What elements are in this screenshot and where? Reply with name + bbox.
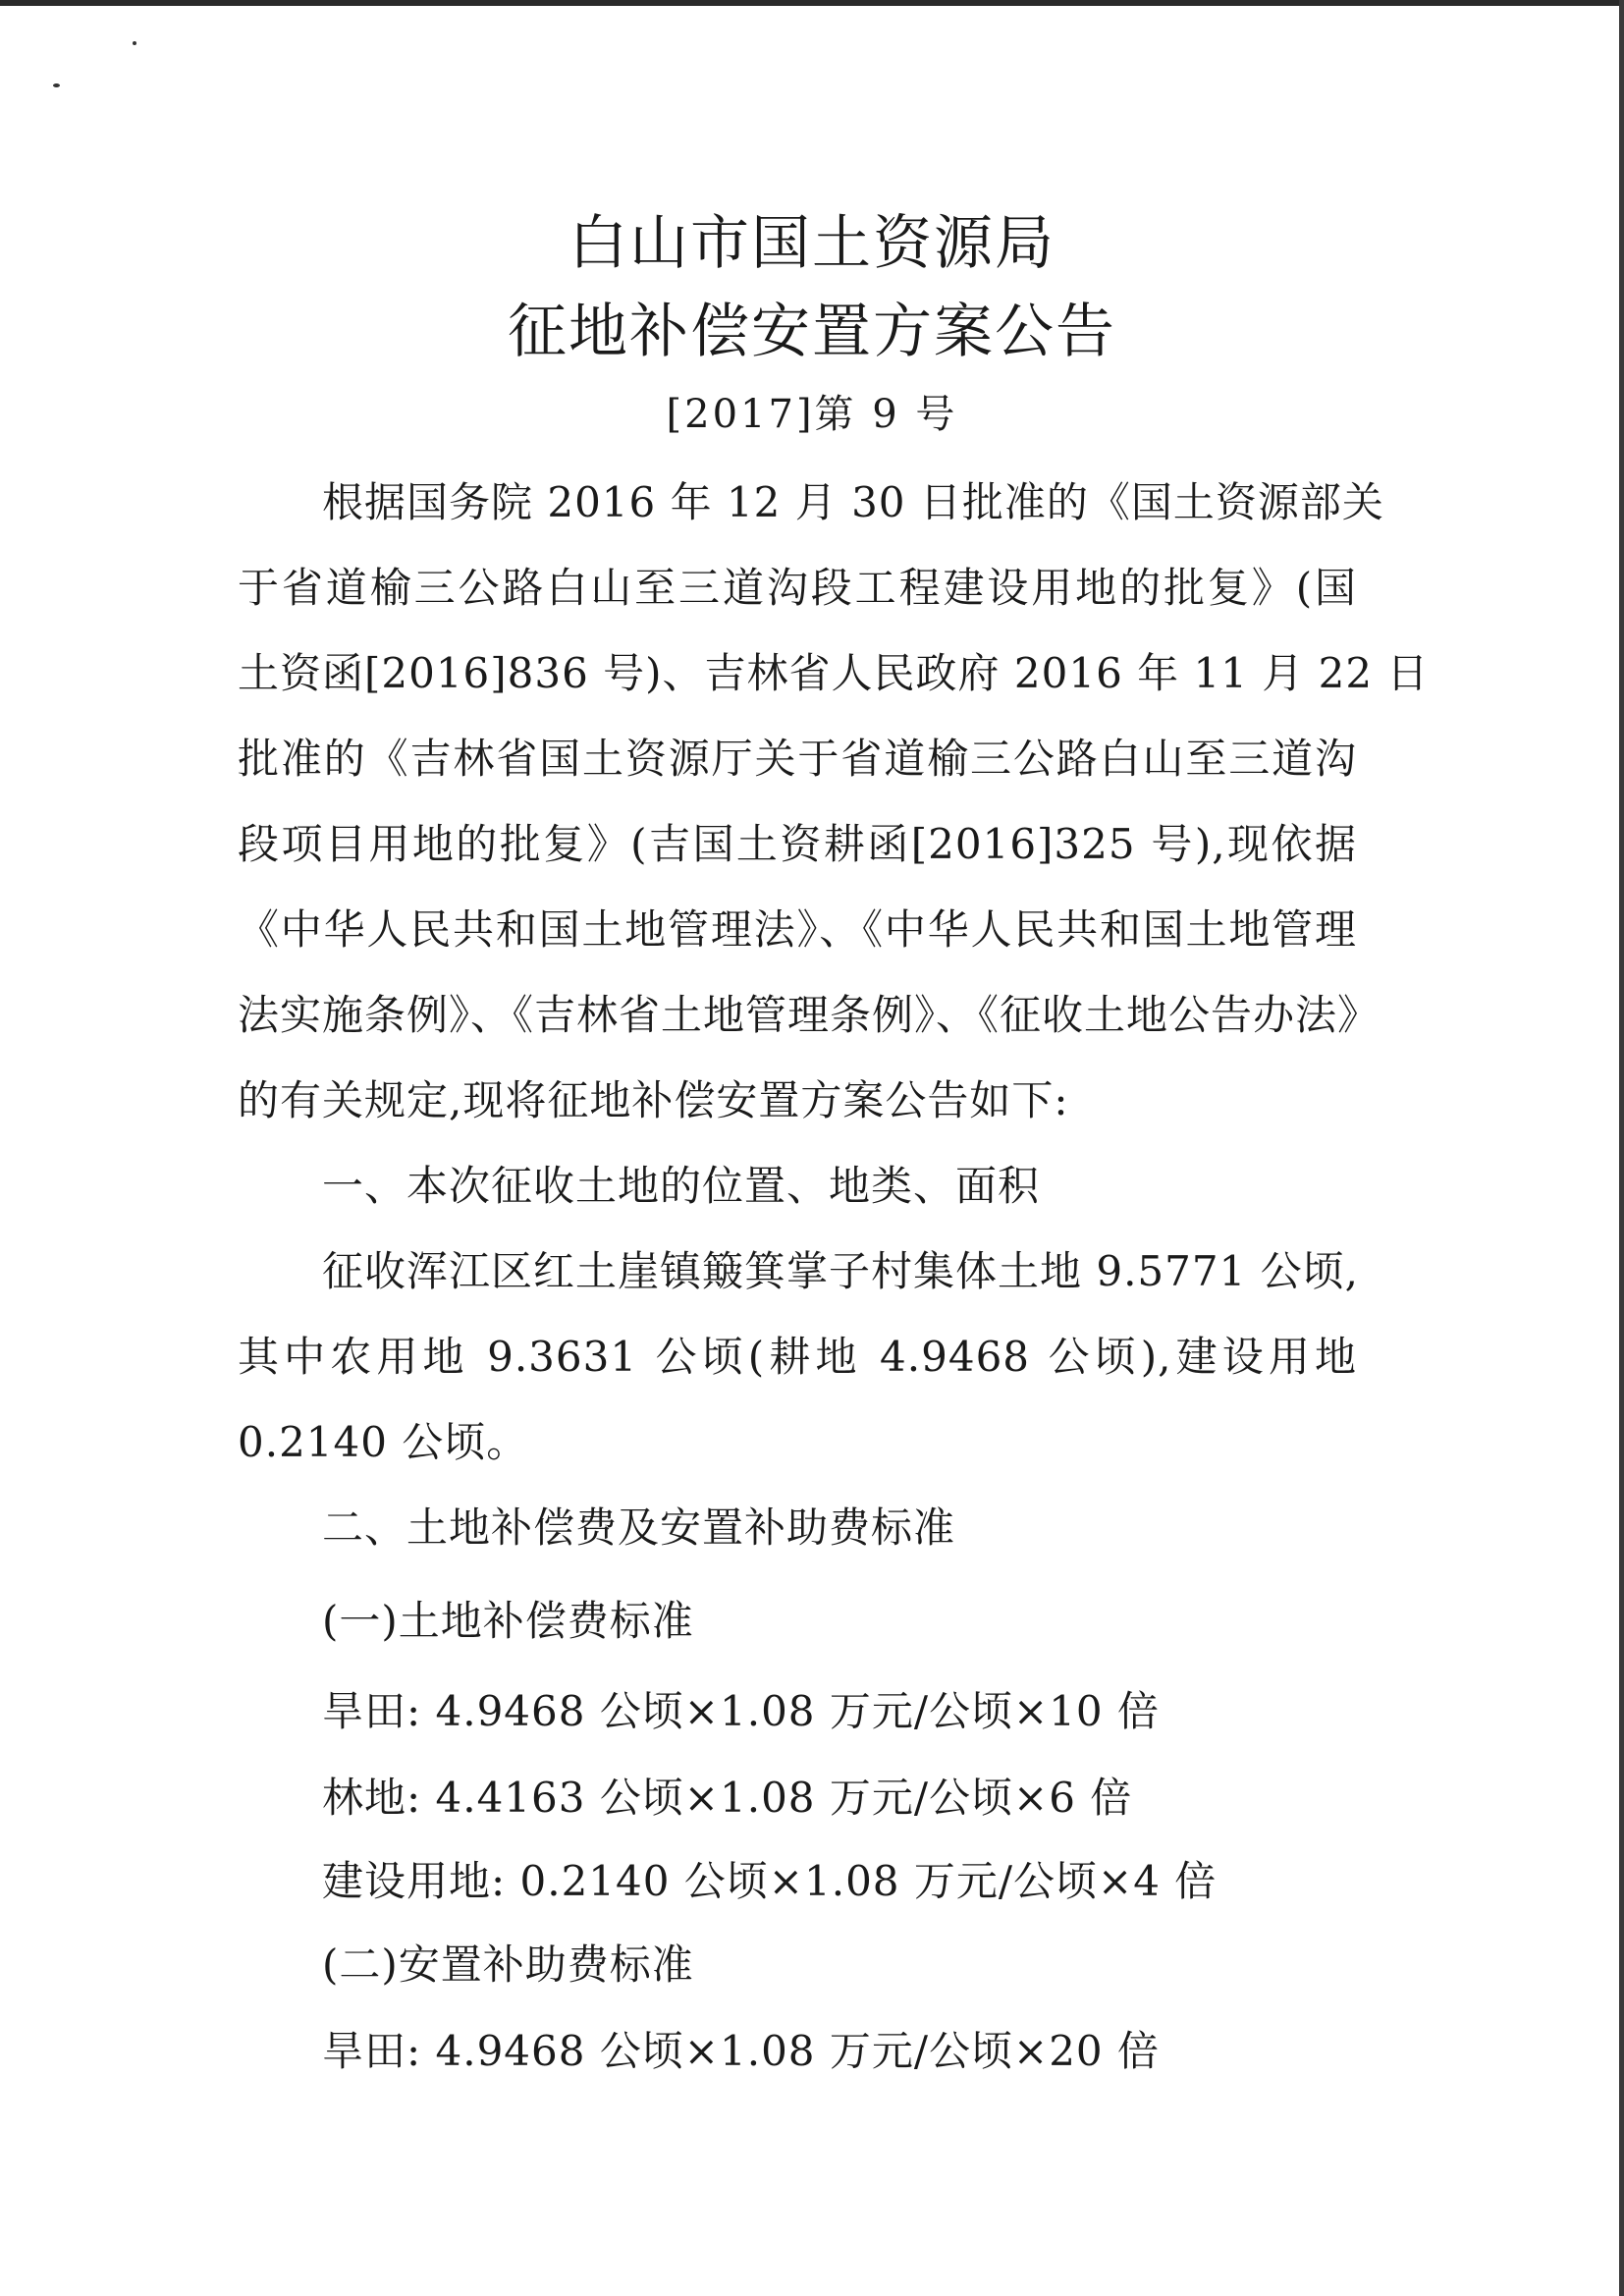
section-heading-1: 一、本次征收土地的位置、地类、面积 <box>322 1162 1041 1210</box>
body-line-8: 的有关规定,现将征地补偿安置方案公告如下: <box>238 1076 1069 1124</box>
compensation-construction-land: 建设用地: 0.2140 公顷×1.08 万元/公顷×4 倍 <box>322 1857 1218 1905</box>
body-line-11: 其中农用地 9.3631 公顷(耕地 4.9468 公顷),建设用地 <box>238 1333 1357 1381</box>
document-number: [2017]第 9 号 <box>666 392 958 437</box>
body-line-2: 于省道榆三公路白山至三道沟段工程建设用地的批复》(国 <box>238 564 1357 612</box>
document-title-line1: 白山市国土资源局 <box>568 209 1056 278</box>
body-line-7: 法实施条例》、《吉林省土地管理条例》、《征收土地公告办法》 <box>238 991 1380 1039</box>
body-line-6: 《中华人民共和国土地管理法》、《中华人民共和国土地管理 <box>238 905 1357 954</box>
compensation-forest-land: 林地: 4.4163 公顷×1.08 万元/公顷×6 倍 <box>322 1774 1133 1822</box>
scan-speck <box>133 41 136 45</box>
body-line-3: 土资函[2016]836 号)、吉林省人民政府 2016 年 11 月 22 日 <box>238 649 1430 697</box>
section-heading-2: 二、土地补偿费及安置补助费标准 <box>322 1503 956 1552</box>
subsection-heading-1: (一)土地补偿费标准 <box>322 1597 694 1645</box>
resettlement-dry-field: 旱田: 4.9468 公顷×1.08 万元/公顷×20 倍 <box>322 2027 1161 2075</box>
body-line-12: 0.2140 公顷。 <box>238 1418 529 1466</box>
body-line-10: 征收浑江区红土崖镇簸箕掌子村集体土地 9.5771 公顷, <box>322 1247 1360 1295</box>
document-title-line2: 征地补偿安置方案公告 <box>508 298 1116 366</box>
compensation-dry-field: 旱田: 4.9468 公顷×1.08 万元/公顷×10 倍 <box>322 1687 1161 1735</box>
body-line-4: 批准的《吉林省国土资源厅关于省道榆三公路白山至三道沟 <box>238 735 1357 783</box>
scan-speck <box>53 83 60 87</box>
body-line-5: 段项目用地的批复》(吉国土资耕函[2016]325 号),现依据 <box>238 820 1357 868</box>
scan-edge-top <box>0 0 1624 6</box>
body-line-1: 根据国务院 2016 年 12 月 30 日批准的《国土资源部关 <box>322 478 1384 526</box>
subsection-heading-2: (二)安置补助费标准 <box>322 1941 694 1989</box>
